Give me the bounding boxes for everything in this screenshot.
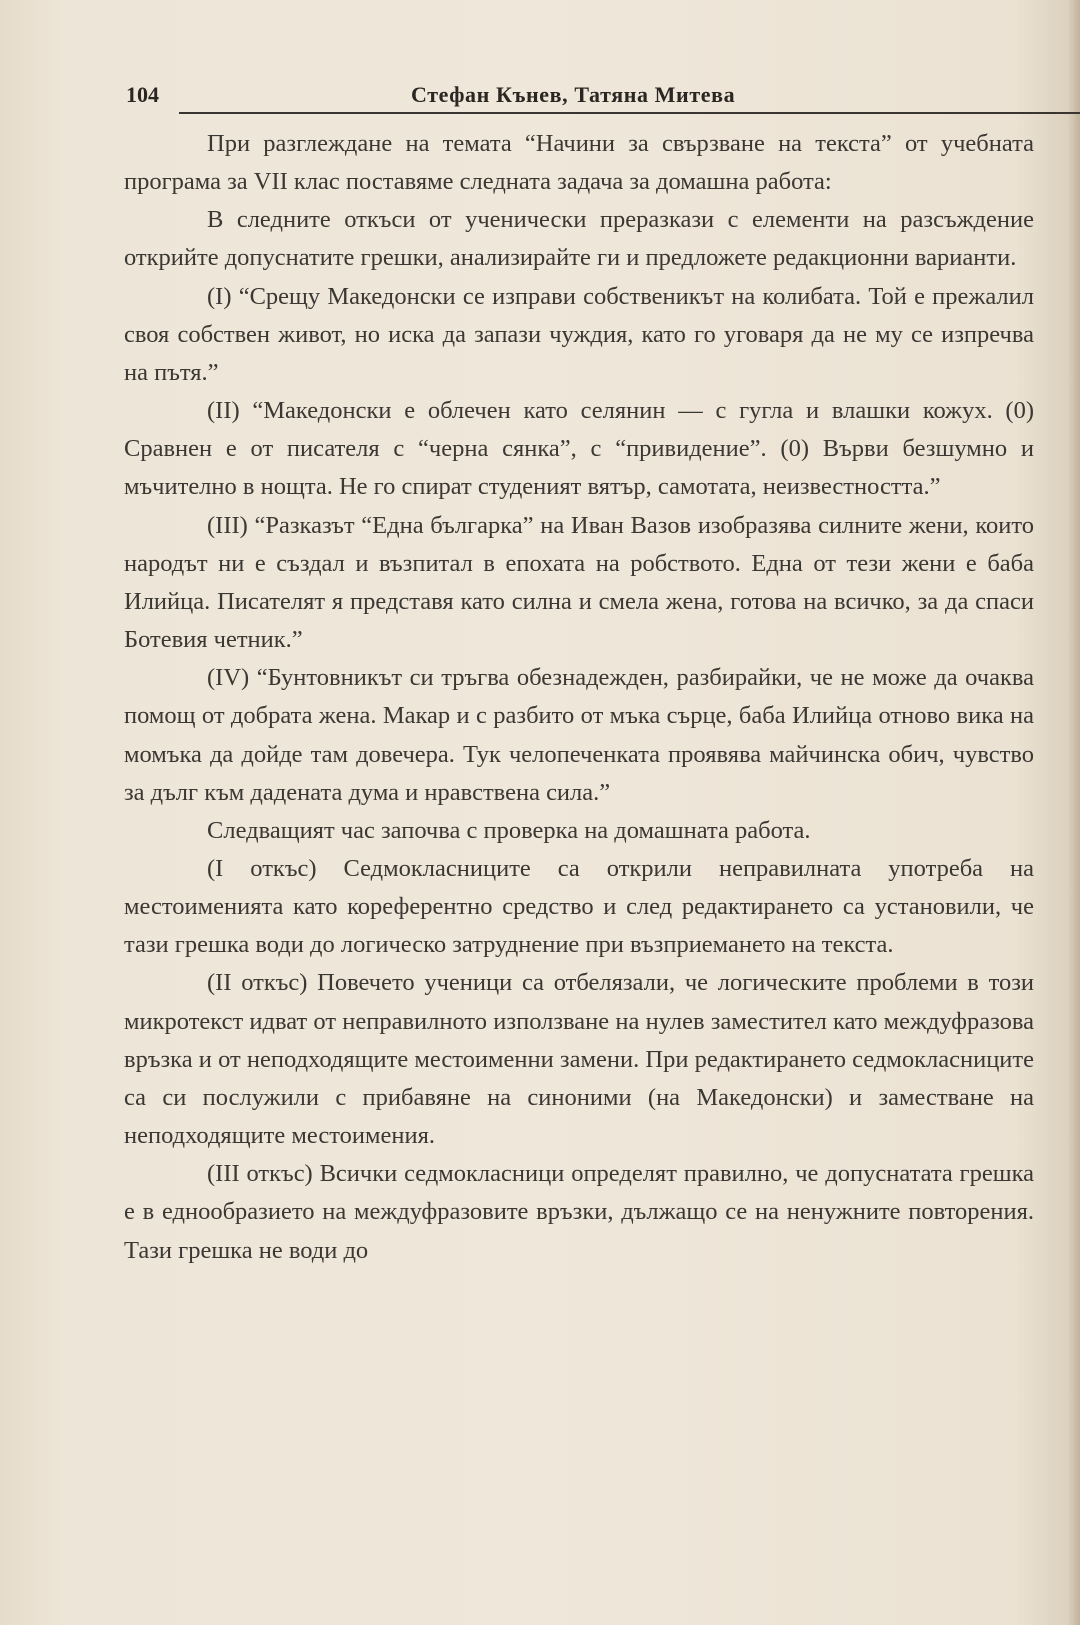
paragraph: (I откъс) Седмокласниците са открили неправилната употреба на местоименията като кореферентно средство и след редактирането са установили, че тази грешка води до логическо затруднение при възприемането на текста. <box>124 854 1034 959</box>
paragraph: (III откъс) Всички седмокласници определят правилно, че допуснатата грешка е в еднообразието на междуфразовите връзки, дължащо се на ненужните повторения. Тази грешка не води до <box>124 1160 1034 1264</box>
paragraph: (IV) “Бунтовникът си тръгва обезнадежден, разбирайки, че не може да очаква помощ от добрата жена. Макар и с разбито от мъка сърце, баба Илийца отново вика на момъка да дойде там довечера. Тук челопеченката проявява майчинска обич, чувство за дълг към дадената дума и нравствена сила.” <box>124 664 1034 806</box>
header-rule <box>179 112 1080 114</box>
page-header <box>126 78 1038 114</box>
paragraph: (I) “Срещу Македонски се изправи собственикът на колибата. Той е прежалил своя собствен живот, но иска да запази чуждия, като го уговаря да не му се изпречва на пътя.” <box>124 282 1034 386</box>
paragraph: Следващият час започва с проверка на домашната работа. <box>207 816 811 844</box>
body-text <box>124 125 1034 1270</box>
paragraph: При разглеждане на темата “Начини за свързване на текста” от учебната програма за VII клас поставяме следната задача за домашна работа: <box>124 130 1034 196</box>
paragraph: (III) “Разказът “Една българка” на Иван Вазов изобразява силните жени, които народът ни е създал и възпитал в епохата на робството. Една от тези жени е баба Илийца. Писателят я представя като силна и смела жена, готова на всичко, за да спаси Ботевия четник.” <box>124 511 1034 654</box>
page-number: 104 <box>126 82 159 107</box>
paragraph: В следните откъси от ученически преразкази с елементи на разсъждение открийте допуснатите грешки, анализирайте ги и предложете редакционни варианти. <box>124 206 1034 272</box>
page-edge-shadow <box>1068 0 1080 1625</box>
paragraph: (II) “Македонски е облечен като селянин — с гугла и влашки кожух. (0) Сравнен е от писателя с “черна сянка”, с “привидение”. (0) Върви безшумно и мъчително в нощта. Не го спират студеният вятър, самотата, неизвестността.” <box>124 397 1034 501</box>
running-head: Стефан Кънев, Татяна Митева <box>411 82 736 107</box>
paragraph: (II откъс) Повечето ученици са отбелязали, че логическите проблеми в този микротекст идват от неправилното използване на нулев заместител като междуфразова връзка и от неподходящите местоименни замени. При редактирането седмокласниците са си послужили с прибавяне на синоними (на Македонски) и заместване на неподходящите местоимения. <box>124 969 1034 1150</box>
